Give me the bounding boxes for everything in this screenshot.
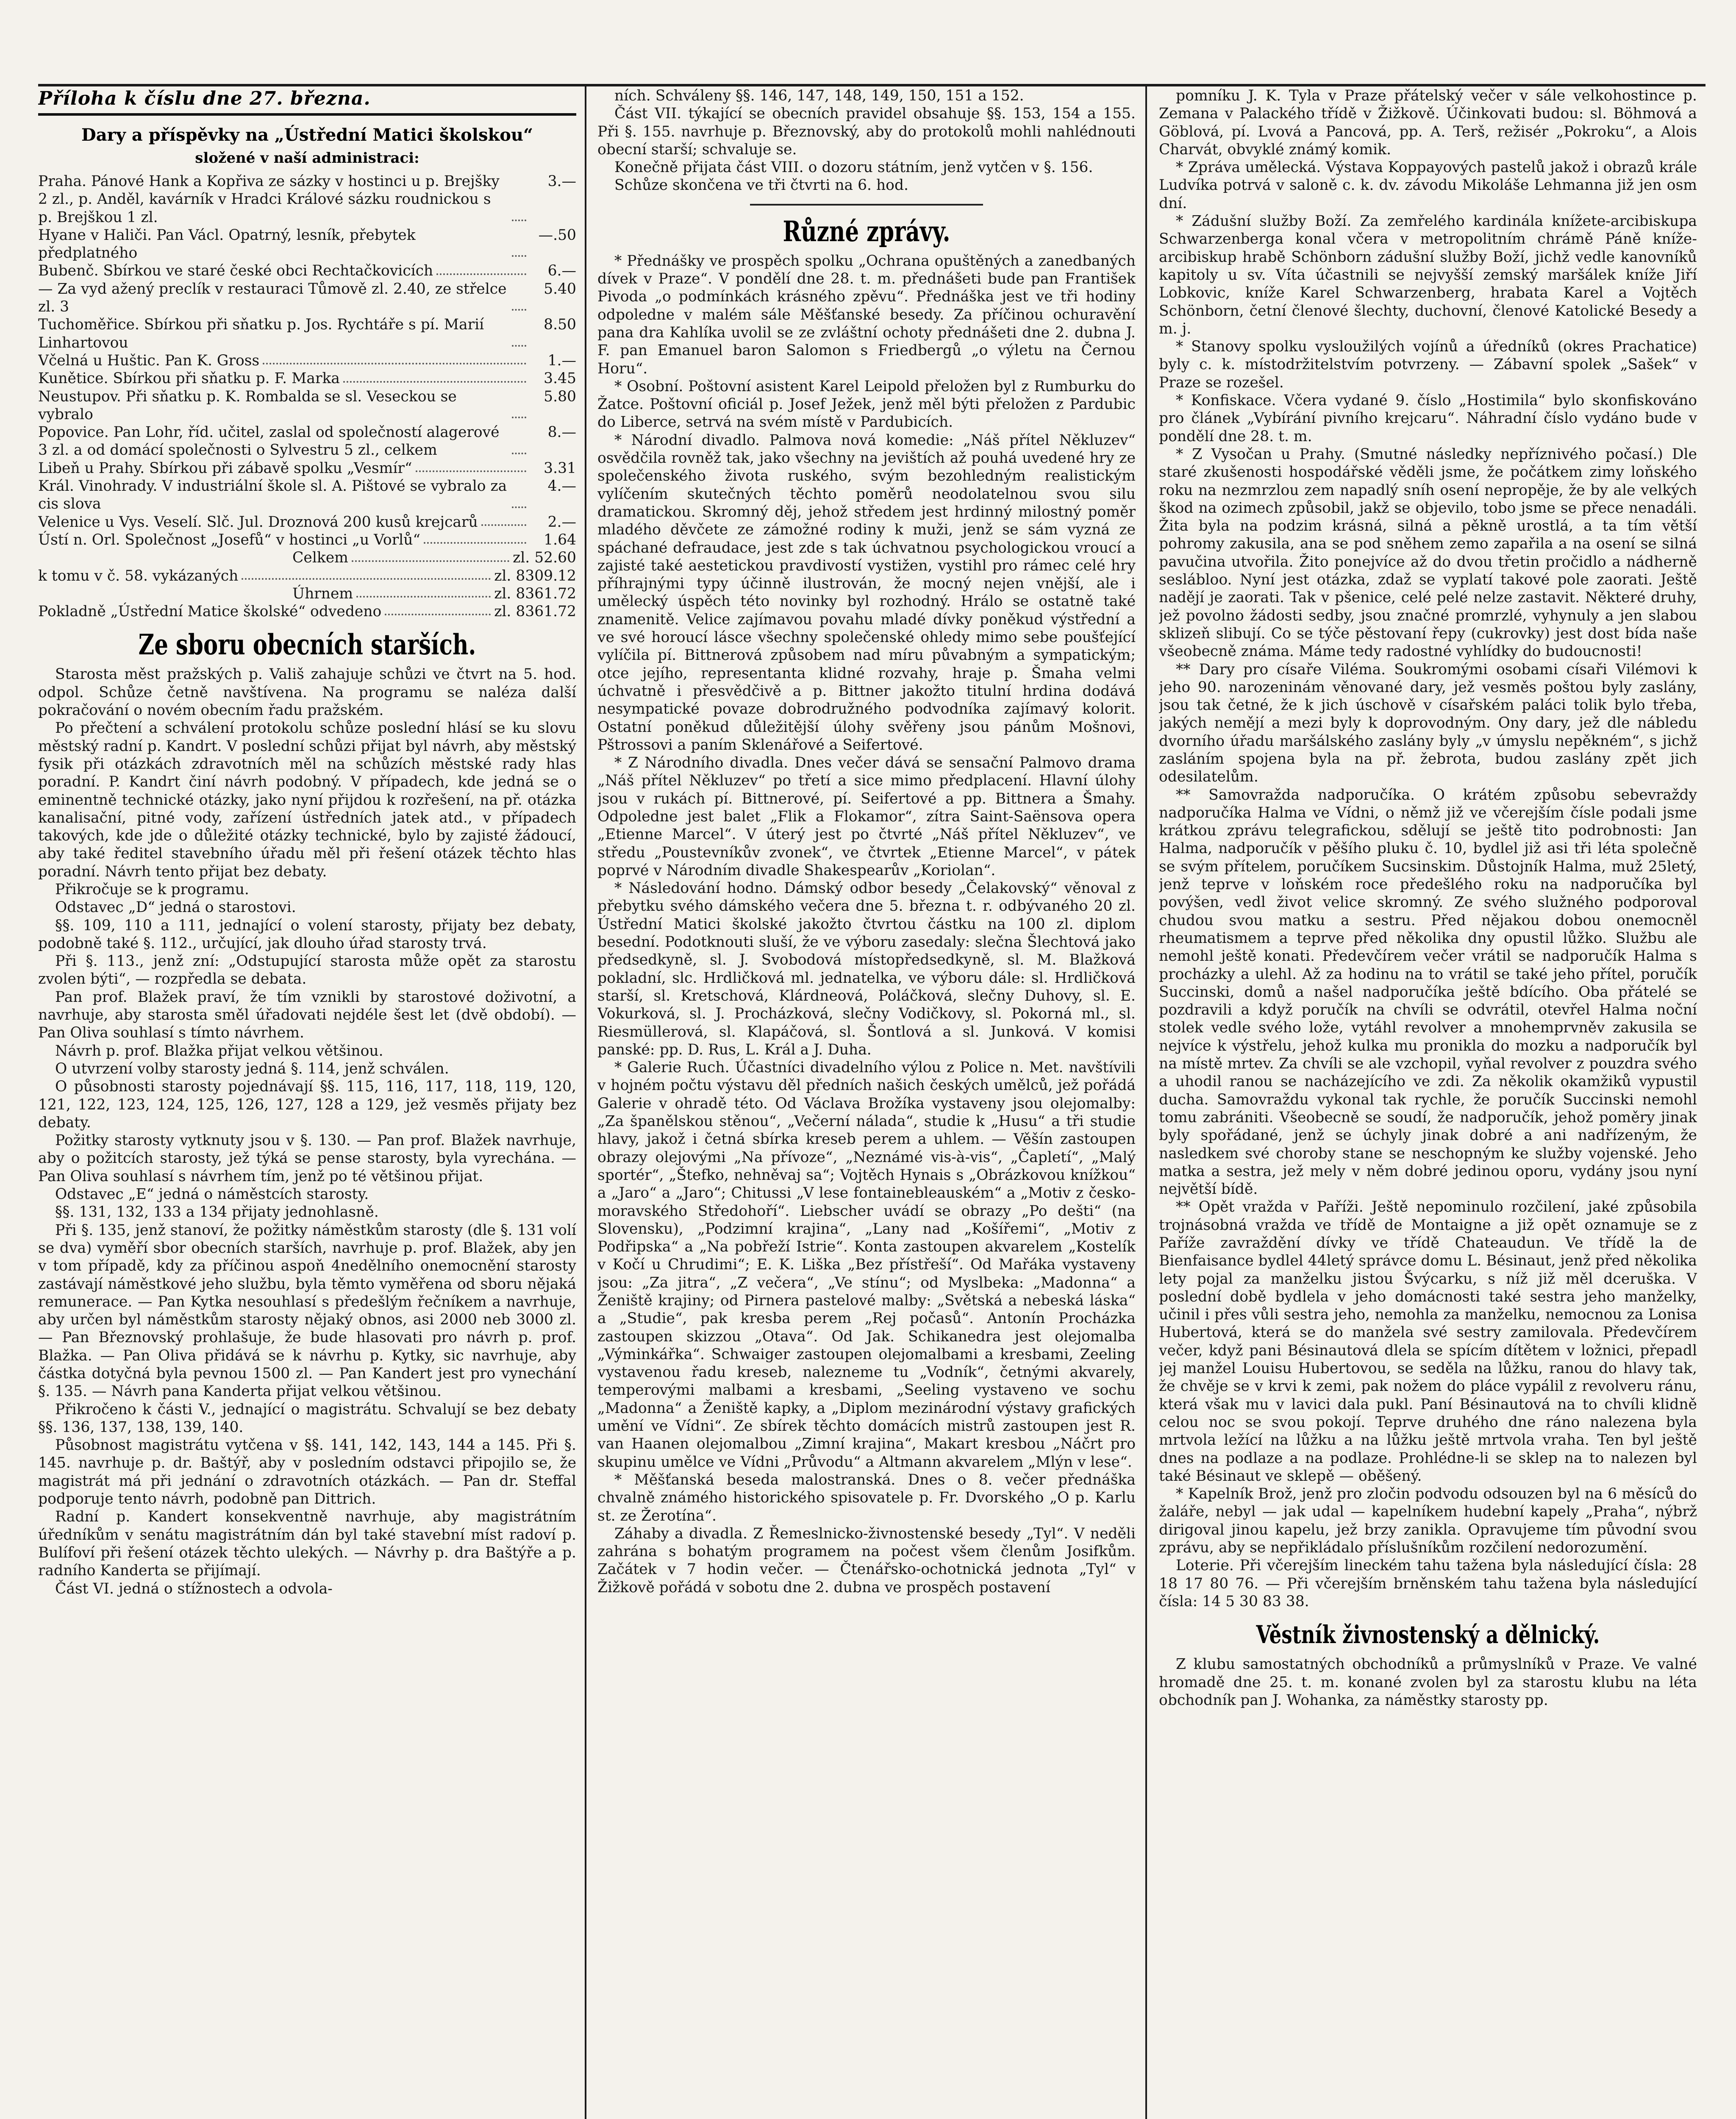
council-paragraph: Část VII. týkající se obecních pravidel obsahuje §§. 153, 154 a 155. Při §. 155. navrhuje p. Březnovský, aby do protokolů mohli nahlédnouti obecní starší; schvaluje se.: [597, 105, 1136, 158]
news-item: ** Opět vražda v Paříži. Ještě nepominulo rozčilení, jaké způsobila trojnásobná vražda ve třídě de Montaigne a již opět oznamuje se z Paříže zavraždění dívky ve třídě Chateaudun. Ve třídě la de Bienfaisance bydlel 44letý správce domu L. Bésinaut, jenž před několika lety pojal za manželku jistou Švýcarku, s níž již měl dceruška. V poslední době bydlela v jeho domácnosti také sestra jeho manželky, učinil i přes vůli sestra jeho, nemohla za manželku, nemocnou za Lonisa Hubertová, která se do manžela své sestry zamilovala. Předevčírem večer, když pani Bésinautová dlela se spícím dítětem v ložnici, přepadl jej manžel Louisu Hubertovou, se seděla na lůžku, ranou do hlavy tak, že chvěje se v krvi k zemi, pak nožem do pláce vypálil z revolveru ránu, která však mu v lavici dala pukl. Paní Bésinautová na to chvíli klidně celou noc se svou pokojí. Teprve druhého dne ráno nalezena byla mrtvola ležící na lůžku a na lůžku ještě mrtvola vraha. Ten byl ještě dnes na podlaze a na podlaze. Prohlédne-li se sklep na to nalezen byl také Bésinaut ve sklepě — oběšený.: [1159, 1199, 1697, 1485]
council-continuation: [597, 87, 1136, 195]
news-item: ** Samovražda nadporučíka. O krátém způsobu sebevraždy nadporučíka Halma ve Vídni, o němž již ve včerejším čísle podali jsme krátkou zprávu telegrafickou, sdělují se ještě tito podrobnosti: Jan Halma, nadporučík v pěšího pluku č. 10, bydlel již asi tři léta společně se svým přítelem, poručíkem Sucsinskim. Důstojník Halma, muž 25letý, jenž teprve v loňském roce předešlého roku na nadporučíka byl povýšen, vedl život velice skromný. Ze svého služného podporoval chudou svou matku a sestru. Před nějakou dobou onemocněl rheumatismem a teprve před několika dny opustil lůžko. Službu ale nemohl ještě konati. Předevčírem večer vrátil se nadporučík Halma s procházky a ulehl. Až za hodinu na to vrátil se také jeho přítel, poručík Succinski, domů a našel nadporučíka ještě bdícího. Oba přátelé se pozdravili a když poručík na chvíli se odvrátil, otevřel Halma noční stolek vedle svého lože, vytáhl revolver a mnohemprvněv zakusila se nejvíce k výstřelu, jehož kulka mu pronikla do mozku a nadporučík byl na místě mrtev. Za chvíli se ale vzchopil, vyňal revolver z pouzdra svého a uhodil ranou se nacházejícího ve zdi. Za několik okamžiků vypustil ducha. Samovraždu vykonal tak rychle, že poručík Succinski nemohl tomu zabrániti. Všeobecně se soudí, že nadporučík, jehož poměry jinak byly spořádané, jenž se úchyly jinak dobré a ani nadřízeným, že nasledkem své choroby stane se neschopným ke služby vojenské. Jeho matka a sestra, jež mely v něm dobré jedinou oporu, vydány jsou nyní největší bídě.: [1159, 786, 1697, 1198]
council-paragraph: Přikročeno k části V., jednající o magistrátu. Schvalují se bez debaty §§. 136, 137, 138, 139, 140.: [38, 1401, 576, 1436]
council-paragraph: Konečně přijata část VIII. o dozoru státním, jenž vytčen v §. 156.: [614, 159, 1093, 176]
donation-entry: Včelná u Huštic. Pan K. Gross 1.—: [38, 352, 576, 369]
column-2: [597, 87, 1136, 1596]
council-paragraph: §§. 131, 132, 133 a 134 přijaty jednohlasně.: [55, 1204, 379, 1221]
donation-list: [38, 172, 576, 549]
council-paragraph: Při §. 113., jenž zní: „Odstupující starosta může opět za starostu zvolen býti“, — rozpředla se debata.: [38, 953, 576, 988]
trade-bulletin-article: [1159, 1655, 1697, 1709]
news-item: * Národní divadlo. Palmova nová komedie: „Náš přítel Někluzev“ osvědčila rovněž tak, jako všechny na jevištích až pouhá uvedené hry ze společenského života ruského, svým bezohledným realistickým vylíčením skutečných těchto poměrů neodolatelnou svou silu dramatickou. Skromný děj, jehož středem jest hrdinný milostný poměr mladého děvčete ze zámožné rodiny k muži, jenž se sám vyzná ze spáchané defraudace, jest zde s tak úchvatnou psychologickou vroucí a zajisté také aestetickou pravdivostí vystižen, vystihl pro rámec celé hry příhrajnými typy účinně ilustrován, že mocný nejen vnější, ale i umělecký úspěch této novinky byl rozhodný. Hrálo se ostatně také znamenitě. Velice zajímavou povahu mladé dívky poněkud výstřední a ve své horoucí lásce všechny společenské ohledy mimo sebe poušťející vylíčila pí. Bittnerová způsobem nad míru půvabným a sympatickým; otce jejího, representanta klidné rozvahy, hraje p. Šmaha velmi úchvatně i přesvědčivě a p. Bittner jakožto titulní hrdina dodává nesympatické povaze dobrodružného podvodníka zajímavý kolorit. Ostatní poněkud důležitější úlohy svěřeny jsou pánům Mošnovi, Pštrossovi a paním Sklenářové a Seifertové.: [597, 431, 1136, 754]
trade-bulletin-paragraph: Z klubu samostatných obchodníků a průmyslníků v Praze. Ve valné hromadě dne 25. t. m. konané zvolen byl za starostu klubu na léta obchodník pan J. Wohanka, za náměstky starosty pp.: [1159, 1656, 1697, 1709]
council-paragraph: Starosta měst pražských p. Vališ zahajuje schůzi ve čtvrt na 5. hod. odpol. Schůze četně navštívena. Na programu se naléza další pokračování o novém obecním řadu pražském.: [38, 666, 576, 719]
news-item: * Stanovy spolku vysloužilých vojínů a úředníků (okres Prachatice) byly c. k. místodržitelstvím potvrzeny. — Zábavní spolek „Sašek“ v Praze se rozešel.: [1159, 338, 1697, 391]
news-article: [597, 252, 1136, 1596]
donation-sum-line: Úhrnem zl. 8361.72: [292, 585, 576, 602]
news-item: * Galerie Ruch. Účastníci divadelního výlou z Police n. Met. navštívili v hojném počtu výstavu děl předních našich českých umělců, jež pořádá Galerie v ohradě této. Od Václava Brožíka vystaveny jsou olejomalby: „Za španělskou stěnou“, „Večerní nálada“, studie k „Husu“ a tři studie hlavy, jakož i četná sbírka kreseb perem a uhlem. — Věšín zastoupen obrazy olejovými „Na přívoze“, „Neznámé vis-à-vis“, „Čapletí“, „Malý sportér“, „Štefko, nehněvaj sa“; Vojtěch Hynais s „Obrázkovou knížkou“ a „Jaro“ a „Jaro“; Chitussi „V lese fontainebleauském“ a „Motiv z česko-moravského Středohoří“. Liebscher uvádí se obrazy „Po dešti“ (na Slovensku), „Podzimní krajina“, „Lany nad „Košířemi“, „Motiv z Podřipska“ a „Na pobřeží Istrie“. Konta zastoupen akvarelem „Kostelík v Kočí u Chrudimi“; E. K. Liška „Bez přístřeší“. Od Mařáka vystaveny jsou: „Za jitra“, „Z večera“, „Ve stínu“; od Myslbeka: „Madonna“ a Ženiště krajiny; od Pirnera pastelové malby: „Světská a nebeská láska“ a „Studie“, pak kresba perem „Rej počasů“. Antonín Procházka zastoupen skizzou „Otava“. Od Jak. Schikanedra jest olejomalba „Výminkářka“. Schwaiger zastoupen olejomalbami a kresbami, Zeeling vystavenou řadu kreseb, nalezneme tu „Vodník“, četnými akvarely, temperovými malbami a kresbami, „Seeling vystaveno ve sochu „Madonna“ a Ženiště kapky, a „Diplom mezinárodní výstavy grafických umění ve Vídni“. Ze sbírek těchto domácích mistrů zastoupen jest R. van Haanen olejomalbou „Zimní krajina“, Makart kresbou „Náčrt pro skupinu umělce ve Vídni „Průvodu“ a Altmann akvarelem „Mlýn v lese“.: [597, 1059, 1136, 1471]
council-article: [38, 665, 576, 1597]
news-item: * Osobní. Poštovní asistent Karel Leipold přeložen byl z Rumburku do Žatce. Poštovní oficiál p. Josef Ježek, jenž měl býti přeložen z Pardubic do Liberce, setrvá na svém místě v Pardubicích.: [597, 378, 1136, 431]
column-divider-2: [1145, 84, 1147, 2119]
council-paragraph: Schůze skončena ve tři čtvrti na 6. hod.: [614, 177, 908, 194]
news-item: Záhaby a divadla. Z Řemeslnicko-živnostenské besedy „Tyl“. V neděli zahrána s bohatým programem na počest všem členům Josifkům. Začátek v 7 hodin večer. — Čtenářsko-ochotnická jednota „Tyl“ v Žižkově pořádá v sobotu dne 2. dubna ve prospěch postavení: [597, 1525, 1136, 1596]
donation-prior-line: k tomu v č. 58. vykázaných zl. 8309.12: [38, 567, 576, 584]
column-divider-1: [585, 84, 586, 2119]
donation-entry: Popovice. Pan Lohr, říd. učitel, zaslal od společností alagerové 3 zl. a od domácí společnosti o Sylvestru 5 zl., celkem 8.—: [38, 424, 576, 459]
council-paragraph: §§. 109, 110 a 111, jednající o volení starosty, přijaty bez debaty, podobně také §. 112., určující, jak dlouho úřad starosty trvá.: [38, 917, 576, 952]
council-paragraph: Po přečtení a schválení protokolu schůze poslední hlásí se ku slovu městský radní p. Kandrt. V poslední schůzi přijat byl návrh, aby městský fysik při otázkách zdravotních měl na schůzích městské rady hlas poradní. P. Kandrt činí návrh podobný. V případech, kde jedná se o eminentně technické otázky, jako nyní přijdou k rozřešení, na př. otázka kanalisační, pitné vody, zařízení ústředních jatek atd., v případech takových, kde jde o důležité otázky technické, bylo by zajisté žádoucí, aby také ředitel stavebního úřadu měl při řešení otázek těchto hlas poradní. Návrh tento přijat bez debaty.: [38, 720, 576, 880]
council-paragraph: Při §. 135, jenž stanoví, že požitky náměstkům starosty (dle §. 131 volí se dva) vyměří sbor obecních starších, navrhuje p. prof. Blažek, aby jen v tom případě, kdy za příčinou aspoň 4nedělního onemocnění starosty zastávají náměstkové jeho službu, byla těmto vyměřena od sboru nějaká remunerace. — Pan Kytka nesouhlasí s předešlým řečníkem a navrhuje, aby určen byl náměstkům starosty nějaký obnos, asi 2000 neb 3000 zl. — Pan Březnovský prohlašuje, že bude hlasovati pro návrh p. prof. Blažka. — Pan Oliva přidává se k návrhu p. Kytky, sic navrhuje, aby částka dotyčná byla pevnou 1500 zl. — Pan Kandert jest pro vynechání §. 135. — Návrh pana Kanderta přijat velkou většinou.: [38, 1221, 576, 1400]
council-paragraph: Přikročuje se k programu.: [55, 881, 249, 898]
council-paragraph: O působnosti starosty pojednávají §§. 115, 116, 117, 118, 119, 120, 121, 122, 123, 124, 125, 126, 127, 128 a 129, jež vesměs přijaty bez debaty.: [38, 1078, 576, 1131]
news-item: * Zádušní služby Boží. Za zemřelého kardinála knížete-arcibiskupa Schwarzenberga konal včera v metropolitním chrámě Páně kníže-arcibiskup hrabě Schönborn zádušní služby Boží, jichž vedle kanovníků kapitoly u sv. Víta účastnili se nejvyšší zemský maršálek kníže Jiří Lobkovic, kníže Karel Schwarzenberg, hrabata Karel a Vojtěch Schönborn, četní členové šlechty, duchovní, členové Katolické Besedy a m. j.: [1159, 213, 1697, 337]
supplement-heading: Příloha k číslu dne 27. března.: [38, 87, 576, 116]
news-item: * Z Vysočan u Prahy. (Smutné následky nepříznivého počasí.) Dle staré zkušenosti hospodářské věděli jsme, že počátkem zimy loňského roku na nezmrzlou zem napadlý sníh osení nepropěje, že by ale velkých škod na ozimech způsobil, jakž se objevilo, tobo jsme se přece nenadáli. Žita byla na podzim krásná, silná a pěkně urostlá, a ta tím větší pohromy zakusila, ana se pod sněhem zemo zapařila a na osení se silná pavučina utvořila. Žito ponejvíce až do dvou třetin pročidlo a nádherně seslábloo. Nyní jest otázka, zdaž se vyplatí takové pole zaorati. Ještě nadějí je zaorati. Tak v pšenice, celé pelé nelze zastavit. Některé druhy, jež povolno žádosti sedby, jsou značné promrzlé, vyhynuly a jen slabou sklizeň slibují. Co se týče pěstovaní řepy (cukrovky) jest dost bída naše všeobecně známa. Máme tedy radostné vyhlídky do budoucnosti!: [1159, 445, 1697, 660]
donation-entry: Velenice u Vys. Veselí. Slč. Jul. Droznová 200 kusů krejcarů 2.—: [38, 513, 576, 531]
trade-bulletin-title: Věstník živnostenský a dělnický.: [1256, 1620, 1600, 1649]
donation-total-line: Celkem zl. 52.60: [292, 549, 576, 567]
news-item: * Přednášky ve prospěch spolku „Ochrana opuštěných a zanedbaných dívek v Praze“. V pondělí dne 28. t. m. přednášeti bude pan František Pivoda „o podmínkách krásného zpěvu“. Přednáška jest ve tři hodiny odpoledne v malém sále Měšťanské besedy. Za příčinou ochuravění pana dra Kahlíka uvolil se ze zvláštní ochoty přednášeti dne 2. dubna J. F. pan Emanuel baron Salomon s Friedbergů „o výletu na Černou Horu“.: [597, 252, 1136, 377]
news-item: * Konfiskace. Včera vydané 9. číslo „Hostimila“ bylo skonfiskováno pro článek „Vybírání pivního krejcaru“. Náhradní číslo vydáno bude v pondělí dne 28. t. m.: [1159, 392, 1697, 445]
news-continuation: [1159, 87, 1697, 1610]
news-item: * Následování hodno. Dámský odbor besedy „Čelakovský“ věnoval z přebytku svého dámského večera dne 5. března t. r. odbývaného 20 zl. Ústřední Matici školské jakožto čtvrtou částku na 100 zl. diplom besední. Podotknouti sluší, že ve výboru zasedaly: slečna Šlechtová jako předsedkyně, sl. J. Svobodová místopředsedkyně, sl. M. Blažková pokladní, slc. Hrdličková ml. jednatelka, ve výboru dále: sl. Hrdličková starší, sl. Kretschová, Klárdneová, Poláčková, slečny Duhovy, sl. E. Vokurková, sl. J. Procházková, slečny Vodičkovy, sl. Pokorná ml., sl. Riesmüllerová, sl. Klapáčová, sl. Šontlová a sl. Junková. V komisi panské: pp. D. Rus, L. Král a J. Duha.: [597, 880, 1136, 1058]
council-paragraph: Část VI. jedná o stížnostech a odvola-: [55, 1580, 333, 1597]
council-paragraph: Radní p. Kandert konsekventně navrhuje, aby magistrátním úředníkům v senátu magistrátním dán byl také stavební míst radoví p. Bulífoví při řešení otázek těchto ulekých. — Návrhy p. dra Baštýře a p. radního Kanderta se přijímají.: [38, 1508, 576, 1580]
donations-subtitle: složené v naší administraci:: [195, 150, 419, 167]
donation-entry: Hyane v Haliči. Pan Václ. Opatrný, lesník, přebytek předplatného —.50: [38, 226, 576, 262]
council-paragraph: Požitky starosty vytknuty jsou v §. 130. — Pan prof. Blažek navrhuje, aby o požitcích starosty, jež týká se pense starosty, byla vyrechána. — Pan Oliva souhlasí s návrhem tím, jenž po té většinou přijat.: [38, 1132, 576, 1185]
donation-entry: Kunětice. Sbírkou při sňatku p. F. Marka 3.45: [38, 370, 576, 387]
council-paragraph: O utvrzení volby starosty jedná §. 114, jenž schválen.: [55, 1060, 449, 1077]
council-paragraph: Pan prof. Blažek praví, že tím vznikli by starostové doživotní, a navrhuje, aby starosta směl úřadovati nejdéle šest let (dvě období). — Pan Oliva souhlasí s tímto návrhem.: [38, 988, 576, 1042]
council-paragraph: Odstavec „D“ jedná o starostovi.: [55, 899, 296, 916]
donation-entry: Praha. Pánové Hank a Kopřiva ze sázky v hostinci u p. Brejšky 2 zl., p. Anděl, kavárník v Hradci Králové sázku roudnickou s p. Brejškou 1 zl. 3.—: [38, 173, 576, 226]
donation-entry: Tuchoměřice. Sbírkou při sňatku p. Jos. Rychtáře s pí. Marií Linhartovou 8.50: [38, 316, 576, 351]
news-item: Loterie. Při včerejším lineckém tahu tažena byla následující čísla: 28 18 17 80 76. — Při včerejším brněnském tahu tažena byla následující čísla: 14 5 30 83 38.: [1159, 1557, 1697, 1610]
donation-entry: Král. Vinohrady. V industriální škole sl. A. Pištové se vybralo za cis slova 4.—: [38, 478, 576, 513]
news-item: * Kapelník Brož, jenž pro zločin podvodu odsouzen byl na 6 měsíců do žaláře, nebyl — jak udal — kapelníkem hudební kapely „Praha“, nýbrž dirigoval jinou kapelu, jež brzy zanikla. Opravujeme tím původní svou zprávu, aby se nepřikládalo příslušníkům rozčilení nedorozumění.: [1159, 1485, 1697, 1557]
donation-entry: Libeň u Prahy. Sbírkou při zábavě spolku „Vesmír“ 3.31: [38, 459, 576, 477]
news-item: * Měšťanská beseda malostranská. Dnes o 8. večer přednáška chvalně známého historického spisovatele p. Fr. Dvorského „O p. Karlu st. ze Žerotína“.: [597, 1471, 1136, 1524]
council-paragraph: Návrh p. prof. Blažka přijat velkou většinou.: [55, 1042, 383, 1060]
top-rule: [38, 84, 1705, 86]
news-item: pomníku J. K. Tyla v Praze přátelský večer v sále velkohostince p. Zemana v Palackého třídě v Žižkově. Účinkovati budou: sl. Böhmová a Göblová, pí. Lvová a Pancová, pp. A. Terš, režisér „Pokroku“, a Alois Charvát, obvyklé známý komik.: [1159, 87, 1697, 158]
donation-entry: — Za vyd ažený preclík v restauraci Tůmově zl. 2.40, ze střelce zl. 3 5.40: [38, 280, 576, 316]
council-paragraph: Odstavec „E“ jedná o náměstcích starosty.: [55, 1186, 369, 1203]
news-title: Různé zprávy.: [783, 214, 950, 248]
section-separator: [750, 204, 983, 206]
news-item: * Z Národního divadla. Dnes večer dává se sensační Palmovo drama „Náš přítel Někluzev“ po třetí a sice mimo předplacení. Hlavní úlohy jsou v rukách pí. Bittnerové, pí. Seifertové a pp. Bittnera a Šmahy. Odpoledne jest balet „Flik a Flokamor“, zítra Saint-Saënsova opera „Etienne Marcel“. V úterý jest po čtvrté „Náš přítel Někluzev“, ve středu „Poustevníkův zvonek“, ve čtvrtek „Etienne Marcel“, v pátek poprvé v Národním divadle Shakespearův „Koriolan“.: [597, 754, 1136, 879]
news-item: * Zpráva umělecká. Výstava Koppayových pastelů jakož i obrazů krále Ludvíka potrvá v saloně c. k. dv. závodu Mikoláše Lehmanna již jen osm dní.: [1159, 159, 1697, 212]
donation-entry: Ústí n. Orl. Společnost „Josefů“ v hostinci „u Vorlů“ 1.64: [38, 531, 576, 548]
council-paragraph: ních. Schváleny §§. 146, 147, 148, 149, 150, 151 a 152.: [614, 87, 1024, 104]
council-paragraph: Působnost magistrátu vytčena v §§. 141, 142, 143, 144 a 145. Při §. 145. navrhuje p. dr. Baštýř, aby v posledním odstavci připojilo se, že magistrát má při jednání o zdravotních otázkách. — Pan dr. Steffal podporuje tento návrh, podobně pan Dittrich.: [38, 1437, 576, 1508]
column-1: [38, 87, 576, 1598]
council-title: Ze sboru obecních starších.: [138, 628, 476, 662]
donation-entry: Bubenč. Sbírkou ve staré české obci Rechtačkovicích 6.—: [38, 262, 576, 280]
donation-entry: Neustupov. Při sňatku p. K. Rombalda se sl. Veseckou se vybralo 5.80: [38, 388, 576, 423]
donation-sent-line: Pokladně „Ústřední Matice školské“ odvedeno zl. 8361.72: [38, 603, 576, 620]
news-item: ** Dary pro císaře Viléma. Soukromými osobami císaři Vilémovi k jeho 90. narozeninám věnované dary, jež vesměs poštou byly zaslány, jsou tak četné, že k jich úschově v císařském paláci tolik bylo třeba, jakých nemějí a mezi byly k doprovodným. Ony dary, jež dle nábledu dvorního úřadu maršálského zaslány byly „v úmyslu nepěkném“, s jichž zasláním spojena byla na př. žebrota, budou zaslány zpět jich odesilatelům.: [1159, 661, 1697, 786]
column-3: [1159, 87, 1697, 1709]
donations-title: Dary a příspěvky na „Ústřední Matici školskou“: [81, 125, 533, 145]
